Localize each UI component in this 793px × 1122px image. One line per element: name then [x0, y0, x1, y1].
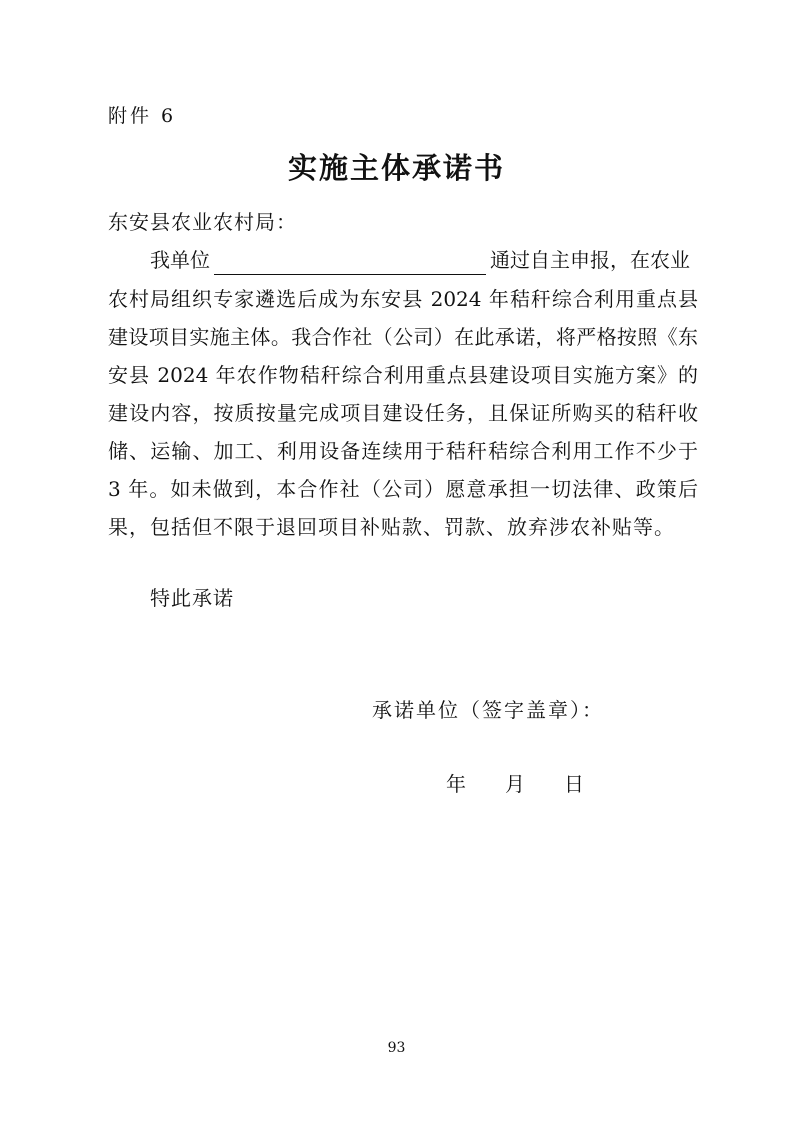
body-line-6: 储、运输、加工、利用设备连续用于秸秆秸综合利用工作不少于 [108, 439, 698, 463]
body-line-3: 建设项目实施主体。我合作社（公司）在此承诺，将严格按照《东 [108, 325, 698, 349]
date-year: 年 [446, 772, 466, 796]
body-line-1-suffix: 通过自主申报，在农业 [490, 248, 690, 272]
body-line-1 [150, 245, 698, 275]
date-day: 日 [564, 772, 584, 796]
body-line-7: 3 年。如未做到，本合作社（公司）愿意承担一切法律、政策后 [108, 477, 698, 501]
body-line-8: 果，包括但不限于退回项目补贴款、罚款、放弃涉农补贴等。 [108, 515, 675, 539]
signature-label: 承诺单位（签字盖章）： [372, 698, 604, 722]
body-line-4: 安县 2024 年农作物秸秆综合利用重点县建设项目实施方案》的 [108, 363, 698, 387]
page-number: 93 [387, 1040, 406, 1056]
document-title: 实施主体承诺书 [287, 151, 505, 185]
date-month: 月 [505, 772, 525, 796]
body-line-5: 建设内容，按质按量完成项目建设任务，且保证所购买的秸秆收 [108, 401, 698, 425]
date-line [446, 768, 584, 797]
body-line-1-prefix: 我单位 [150, 248, 210, 272]
unit-name-blank [214, 248, 486, 275]
body-line-2: 农村局组织专家遴选后成为东安县 2024 年秸秆综合利用重点县 [108, 287, 698, 311]
addressee: 东安县农业农村局： [108, 210, 297, 234]
closing-statement: 特此承诺 [150, 586, 234, 610]
attachment-label: 附件 6 [108, 105, 177, 127]
